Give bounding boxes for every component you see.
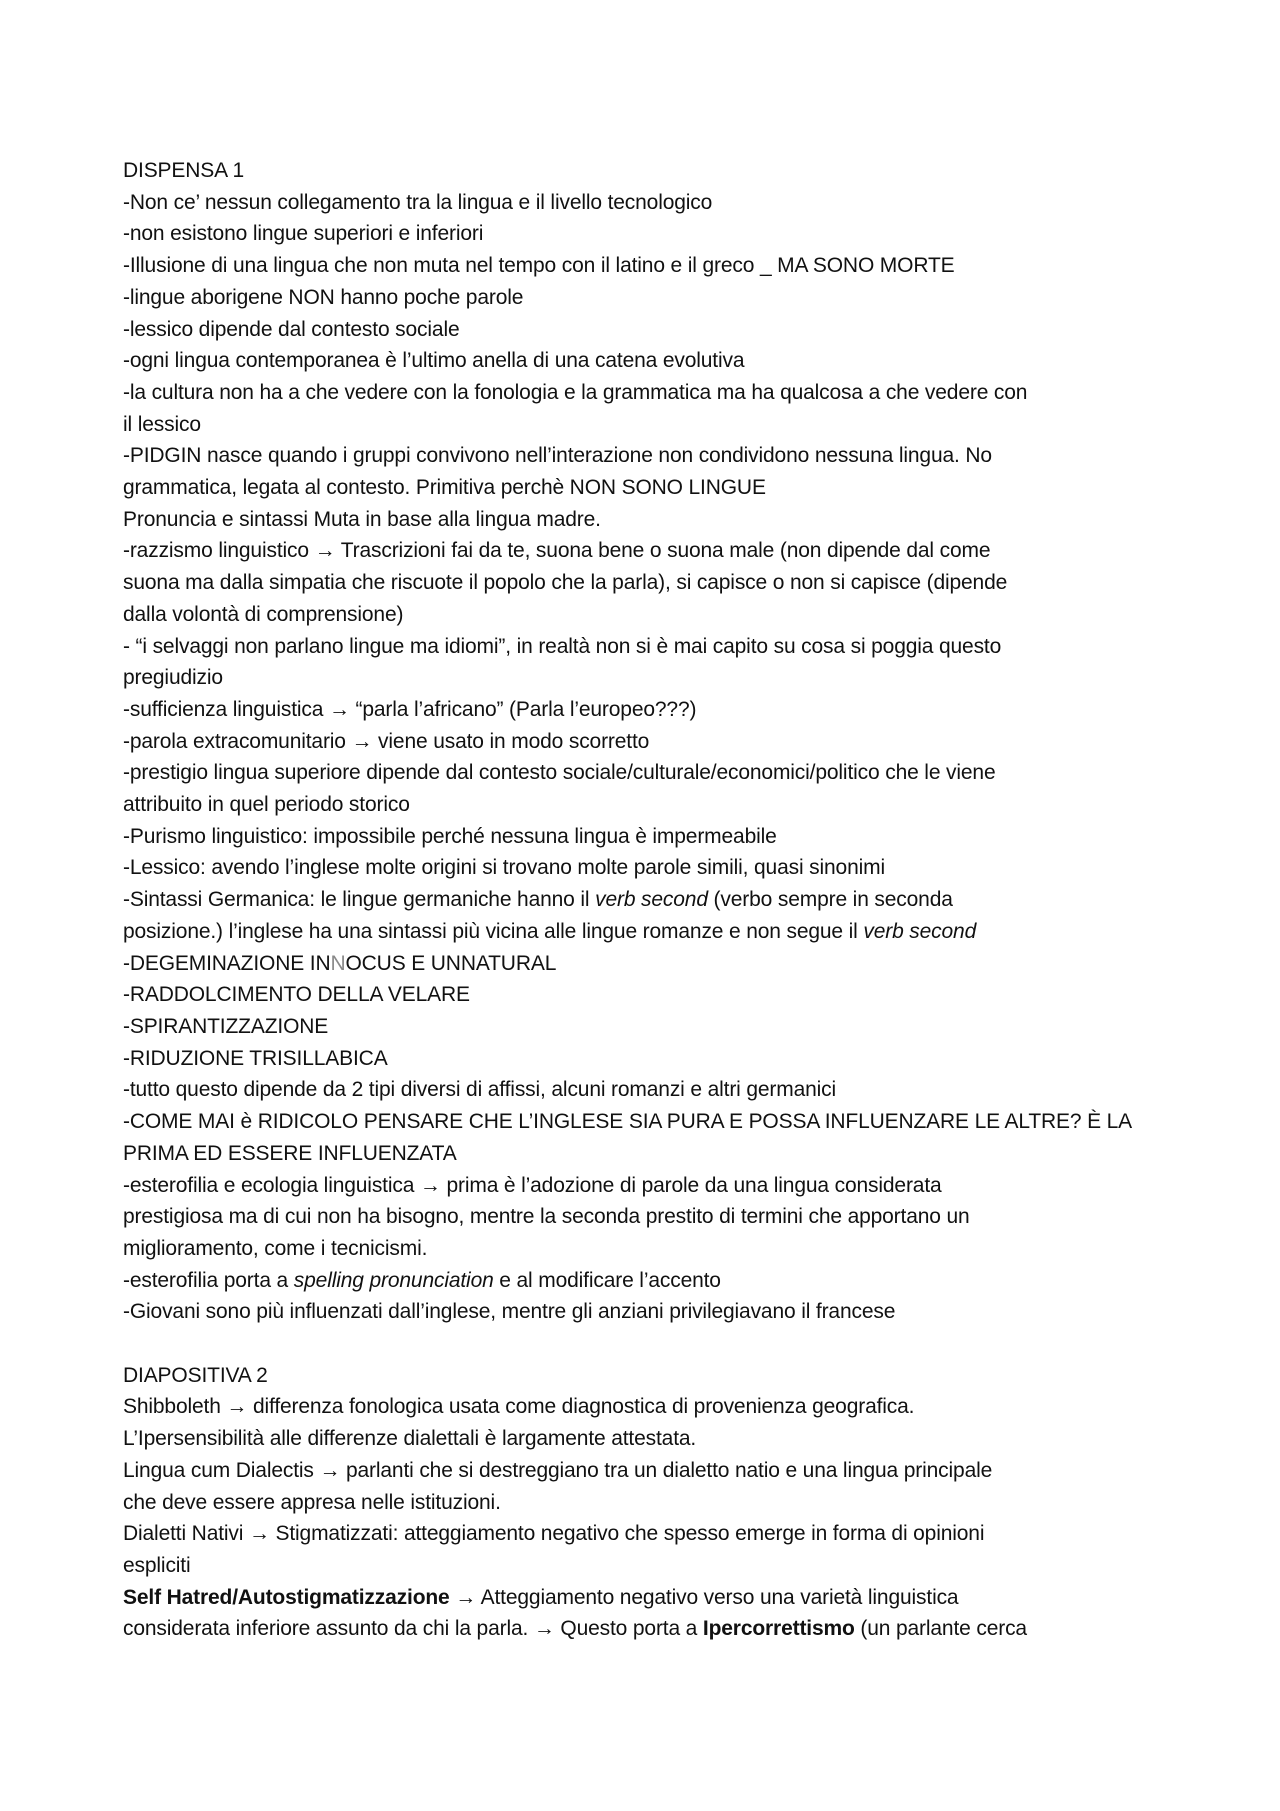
text-line: dalla volontà di comprensione) (123, 602, 404, 626)
text-run: posizione.) l’inglese ha una sintassi più vicina alle lingue romanze e non segue il (123, 919, 864, 943)
text-line: Dialetti Nativi → Stigmatizzati: atteggiamento negativo che spesso emerge in forma di opinioni (123, 1522, 985, 1546)
text-run: -esterofilia porta a (123, 1268, 294, 1292)
text-line: -tutto questo dipende da 2 tipi diversi di affissi, alcuni romanzi e altri germanici (123, 1078, 837, 1102)
text-line: grammatica, legata al contesto. Primitiva perchè NON SONO LINGUE (123, 476, 766, 500)
text-run: (verbo sempre in seconda (707, 888, 953, 912)
section-dispensa-1 (123, 155, 1173, 1328)
italic-term: spelling pronunciation (293, 1268, 494, 1292)
text-run: -DEGEMINAZIONE IN (123, 951, 331, 975)
text-run: (un parlante cerca (854, 1617, 1027, 1641)
text-line: pregiudizio (123, 666, 223, 690)
bold-term: Self Hatred/Autostigmatizzazione (123, 1585, 450, 1609)
text-run: e al modificare l’accento (493, 1268, 721, 1292)
italic-term: verb second (863, 919, 977, 943)
text-line: -razzismo linguistico → Trascrizioni fai da te, suona bene o suona male (non dipende dal come (123, 539, 991, 563)
highlighted-letter: N (330, 951, 346, 975)
text-line: -COME MAI è RIDICOLO PENSARE CHE L’INGLESE SIA PURA E POSSA INFLUENZARE LE ALTRE? È LA (123, 1110, 1133, 1134)
text-line: miglioramento, come i tecnicismi. (123, 1236, 428, 1260)
text-line: il lessico (123, 412, 201, 436)
text-line: -SPIRANTIZZAZIONE (123, 1014, 329, 1038)
text-line-verb-second (123, 884, 1173, 916)
section-title: DIAPOSITIVA 2 (123, 1363, 268, 1387)
text-line: -lessico dipende dal contesto sociale (123, 317, 460, 341)
text-line: Pronuncia e sintassi Muta in base alla lingua madre. (123, 507, 601, 531)
text-run: considerata inferiore assunto da chi la parla. → Questo porta a (123, 1617, 703, 1641)
text-line: -ogni lingua contemporanea è l’ultimo anella di una catena evolutiva (123, 349, 745, 373)
text-line: -esterofilia e ecologia linguistica → prima è l’adozione di parole da una lingua considerata (123, 1173, 942, 1197)
text-line-self-hatred (123, 1582, 1173, 1614)
text-run: OCUS E UNNATURAL (345, 951, 557, 975)
text-run: → Atteggiamento negativo verso una varietà linguistica (449, 1585, 959, 1609)
text-line: attribuito in quel periodo storico (123, 793, 410, 817)
text-line: che deve essere appresa nelle istituzioni. (123, 1490, 501, 1514)
text-line: -Illusione di una lingua che non muta nel tempo con il latino e il greco _ MA SONO MORTE (123, 254, 955, 278)
text-line: -sufficienza linguistica → “parla l’africano” (Parla l’europeo???) (123, 697, 697, 721)
text-line: espliciti (123, 1553, 191, 1577)
text-line: L’Ipersensibilità alle differenze dialettali è largamente attestata. (123, 1427, 697, 1451)
paragraph-spacer (123, 1328, 1173, 1360)
document-page (123, 155, 1173, 1645)
text-line: -Lessico: avendo l’inglese molte origini si trovano molte parole simili, quasi sinonimi (123, 856, 885, 880)
text-line: PRIMA ED ESSERE INFLUENZATA (123, 1141, 457, 1165)
text-line: -Giovani sono più influenzati dall’inglese, mentre gli anziani privilegiavano il francese (123, 1300, 896, 1324)
text-line: Shibboleth → differenza fonologica usata come diagnostica di provenienza geografica. (123, 1395, 915, 1419)
section-title: DISPENSA 1 (123, 159, 245, 182)
italic-term: verb second (595, 888, 708, 912)
text-line: suona ma dalla simpatia che riscuote il popolo che la parla), si capisce o non si capisce (dipende (123, 571, 1008, 595)
section-diapositiva-2 (123, 1360, 1173, 1645)
text-run: -Sintassi Germanica: le lingue germaniche hanno il (123, 888, 596, 912)
text-line: -Purismo linguistico: impossibile perché nessuna lingua è impermeabile (123, 824, 777, 848)
text-line: -PIDGIN nasce quando i gruppi convivono nell’interazione non condividono nessuna lingua. No (123, 444, 992, 468)
text-line: Lingua cum Dialectis → parlanti che si destreggiano tra un dialetto natio e una lingua principale (123, 1458, 993, 1482)
text-line: -prestigio lingua superiore dipende dal contesto sociale/culturale/economici/politico che le viene (123, 761, 996, 785)
text-line: -non esistono lingue superiori e inferiori (123, 222, 484, 246)
text-line: -Non ce’ nessun collegamento tra la lingua e il livello tecnologico (123, 190, 713, 214)
text-line: -la cultura non ha a che vedere con la fonologia e la grammatica ma ha qualcosa a che vedere con (123, 380, 1028, 404)
text-line: -parola extracomunitario → viene usato in modo scorretto (123, 729, 650, 753)
text-line: prestigiosa ma di cui non ha bisogno, mentre la seconda prestito di termini che apportano un (123, 1205, 970, 1229)
text-line: -RIDUZIONE TRISILLABICA (123, 1046, 388, 1070)
text-line: -lingue aborigene NON hanno poche parole (123, 285, 524, 309)
text-line-ipercorrettismo (123, 1613, 1173, 1645)
text-line-spelling (123, 1265, 1173, 1297)
text-line: - “i selvaggi non parlano lingue ma idiomi”, in realtà non si è mai capito su cosa si poggia questo (123, 634, 1002, 658)
text-line-degemination (123, 948, 1173, 980)
bold-term: Ipercorrettismo (702, 1617, 855, 1641)
text-line: -RADDOLCIMENTO DELLA VELARE (123, 983, 470, 1007)
text-line-verb-second (123, 916, 1173, 948)
